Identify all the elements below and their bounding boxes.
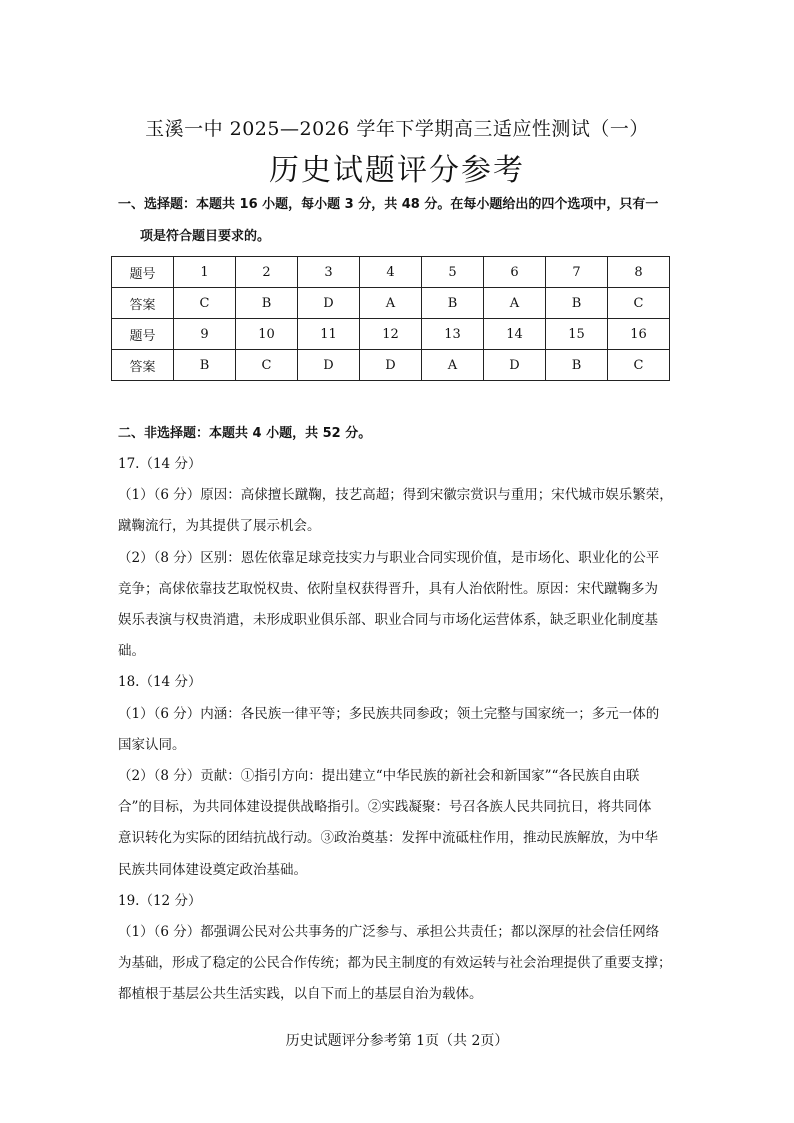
table-cell: 14 (484, 319, 546, 350)
table-row (112, 257, 670, 288)
answer-line: 18.（14 分） (118, 674, 202, 691)
answer-line: 都植根于基层公共生活实践，以自下而上的基层自治为载体。 (118, 986, 483, 1003)
table-cell: 9 (174, 319, 236, 350)
table-cell: 11 (298, 319, 360, 350)
table-cell: 5 (422, 257, 484, 288)
table-cell: D (298, 288, 360, 319)
answer-line: （1）（6 分）都强调公民对公共事务的广泛参与、承担公共责任；都以深厚的社会信任网络 (118, 924, 660, 940)
table-cell: D (298, 350, 360, 381)
answer-line: （2）（8 分）贡献：①指引方向：提出建立“中华民族的新社会和新国家”“各民族自由联 (118, 768, 640, 784)
row-header-cell: 答案 (112, 350, 174, 381)
answer-line: 民族共同体建设奠定政治基础。 (118, 861, 307, 878)
table-cell: B (546, 350, 608, 381)
document-subtitle: 历史试题评分参考 (269, 153, 525, 188)
answer-line: 意识转化为实际的团结抗战行动。③政治奠基：发挥中流砥柱作用，推动民族解放，为中华 (118, 830, 658, 847)
table-cell: B (174, 350, 236, 381)
table-cell: C (608, 288, 670, 319)
section2-heading: 二、非选择题：本题共 4 小题，共 52 分。 (118, 426, 372, 441)
table-cell: A (422, 350, 484, 381)
answer-line: 为基础，形成了稳定的公民合作传统；都为民主制度的有效运转与社会治理提供了重要支撑； (118, 955, 672, 972)
section1-heading: 一、选择题：本题共 16 小题，每小题 3 分，共 48 分。在每小题给出的四个选项中，只有一 (118, 197, 659, 212)
table-cell: 13 (422, 319, 484, 350)
table-cell: 15 (546, 319, 608, 350)
table-cell: 10 (236, 319, 298, 350)
table-cell: D (484, 350, 546, 381)
row-header-cell: 题号 (112, 319, 174, 350)
table-cell: 12 (360, 319, 422, 350)
table-cell: 2 (236, 257, 298, 288)
exam-title: 玉溪一中 2025—2026 学年下学期高三适应性测试（一） (145, 118, 649, 140)
answer-line: （1）（6 分）原因：高俅擅长蹴鞠，技艺高超；得到宋徽宗赏识与重用；宋代城市娱乐繁荣， (118, 487, 673, 504)
table-cell: B (422, 288, 484, 319)
answer-line: 17.（14 分） (118, 456, 202, 472)
table-cell: C (174, 288, 236, 319)
answer-line: 蹴鞠流行，为其提供了展示机会。 (118, 518, 321, 535)
table-cell: D (360, 350, 422, 381)
table-cell: 1 (174, 257, 236, 288)
answer-line: （1）（6 分）内涵：各民族一律平等；多民族共同参政；领土完整与国家统一；多元一体的 (118, 705, 660, 722)
table-cell: 6 (484, 257, 546, 288)
table-cell: C (608, 350, 670, 381)
row-header-cell: 答案 (112, 288, 174, 319)
table-cell: C (236, 350, 298, 381)
answer-line: 娱乐表演与权贵消遣，未形成职业俱乐部、职业合同与市场化运营体系，缺乏职业化制度基 (118, 612, 658, 628)
answer-line: 合”的目标，为共同体建设提供战略指引。②实践凝聚：号召各族人民共同抗日，将共同体 (118, 799, 652, 816)
answer-line: 19.（12 分） (118, 892, 202, 909)
table-cell: 8 (608, 257, 670, 288)
table-row (112, 350, 670, 381)
section1-heading-cont: 项是符合题目要求的。 (140, 229, 271, 244)
answer-table (111, 256, 670, 381)
table-cell: B (546, 288, 608, 319)
table-row (112, 319, 670, 350)
table-cell: 3 (298, 257, 360, 288)
table-row (112, 288, 670, 319)
table-cell: A (360, 288, 422, 319)
table-cell: 7 (546, 257, 608, 288)
row-header-cell: 题号 (112, 257, 174, 288)
page-footer: 历史试题评分参考第 1页（共 2页） (285, 1033, 509, 1049)
table-cell: 16 (608, 319, 670, 350)
table-cell: B (236, 288, 298, 319)
table-cell: A (484, 288, 546, 319)
answer-line: （2）（8 分）区别：恩佐依靠足球竞技实力与职业合同实现价值，是市场化、职业化的公平 (118, 549, 660, 566)
answer-line: 础。 (118, 643, 145, 660)
answer-line: 国家认同。 (118, 736, 186, 753)
answer-line: 竞争；高俅依靠技艺取悦权贵、依附皇权获得晋升，具有人治依附性。原因：宋代蹴鞠多为 (118, 580, 658, 597)
table-cell: 4 (360, 257, 422, 288)
